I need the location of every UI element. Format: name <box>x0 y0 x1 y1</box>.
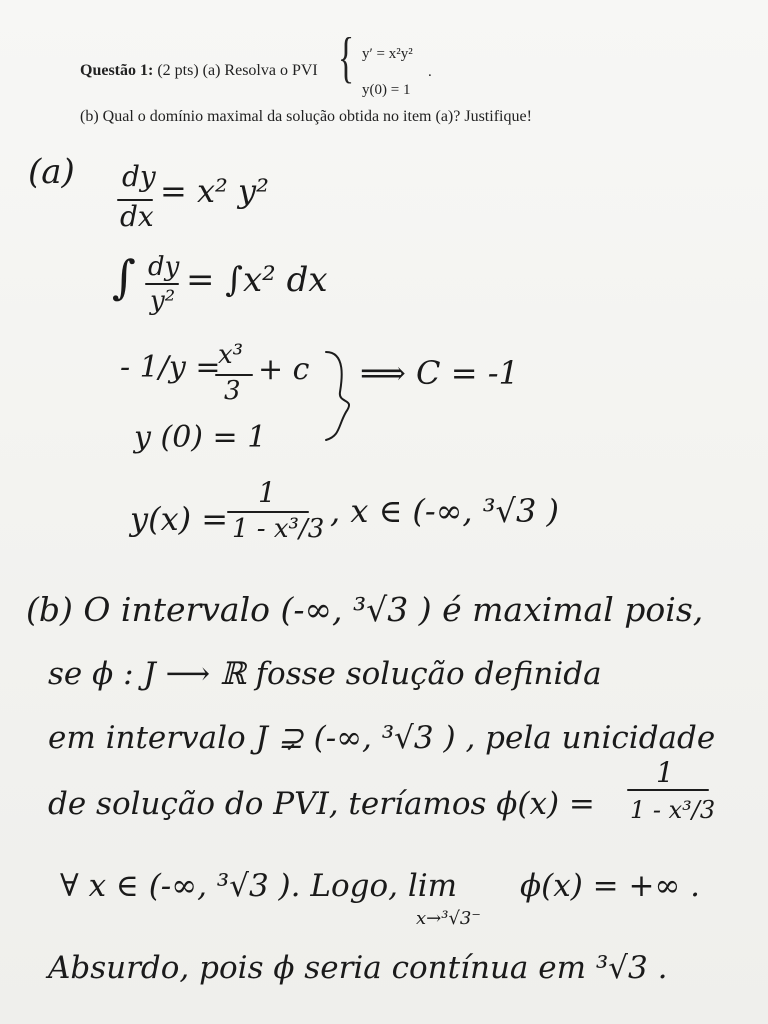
answer-b-line6: Absurdo, pois ϕ seria contínua em ³√3 . <box>48 950 668 986</box>
answer-b-line1: (b) O intervalo (-∞, ³√3 ) é maximal pois, <box>26 590 704 629</box>
question-label: Questão 1: <box>80 62 154 79</box>
line2-rhs: = ∫x² dx <box>186 260 328 300</box>
question-points: (2 pts) <box>157 62 199 79</box>
line2-integral-sign: ∫ <box>112 250 136 304</box>
initial-condition: y (0) = 1 <box>134 420 267 455</box>
system-right-brace <box>326 352 349 440</box>
line1-denominator: dx <box>120 200 154 233</box>
ivp-equation: y′ = x²y² <box>362 46 413 62</box>
answer-b-line5: ∀ x ∈ (-∞, ³√3 ). Logo, lim <box>60 868 458 904</box>
solution-numerator: 1 <box>258 476 276 509</box>
answer-b-phi-numerator: 1 <box>656 756 674 789</box>
line3-rhs: + c <box>258 352 310 387</box>
answer-b-limit-subscript: x→³√3⁻ <box>416 908 481 929</box>
ivp-initial-condition: y(0) = 1 <box>362 82 411 98</box>
question-part-a: (a) Resolva o PVI <box>202 62 318 79</box>
answer-b-phi-denominator: 1 - x³/3 <box>630 796 716 824</box>
line3-denominator: 3 <box>224 376 241 406</box>
answer-b-line2: se ϕ : J ⟶ ℝ fosse solução definida <box>48 656 602 692</box>
line2-numerator: dy <box>148 252 180 282</box>
answer-b-limit-rhs: ϕ(x) = +∞ . <box>520 868 700 904</box>
answer-a-label: (a) <box>28 152 75 192</box>
line1-numerator: dy <box>122 160 156 193</box>
ivp-period: . <box>428 64 432 80</box>
solution-lhs: y(x) = <box>130 500 229 538</box>
system-brace: { <box>338 27 355 89</box>
line1-rhs: = x² y² <box>160 172 269 210</box>
question-part-b: (b) Qual o domínio maximal da solução obtida no item (a)? Justifique! <box>80 108 532 125</box>
solution-denominator: 1 - x³/3 <box>232 514 325 544</box>
line3-lhs: - 1/y = <box>120 350 221 385</box>
answer-b-line3: em intervalo J ⊋ (-∞, ³√3 ) , pela unicidade <box>48 720 716 756</box>
answer-b-line4: de solução do PVI, teríamos ϕ(x) = <box>48 786 595 822</box>
constant-result: ⟹ C = -1 <box>360 354 519 392</box>
line2-denominator: y² <box>150 286 176 316</box>
solution-domain: , x ∈ (-∞, ³√3 ) <box>330 492 559 530</box>
line3-numerator: x³ <box>218 340 244 370</box>
